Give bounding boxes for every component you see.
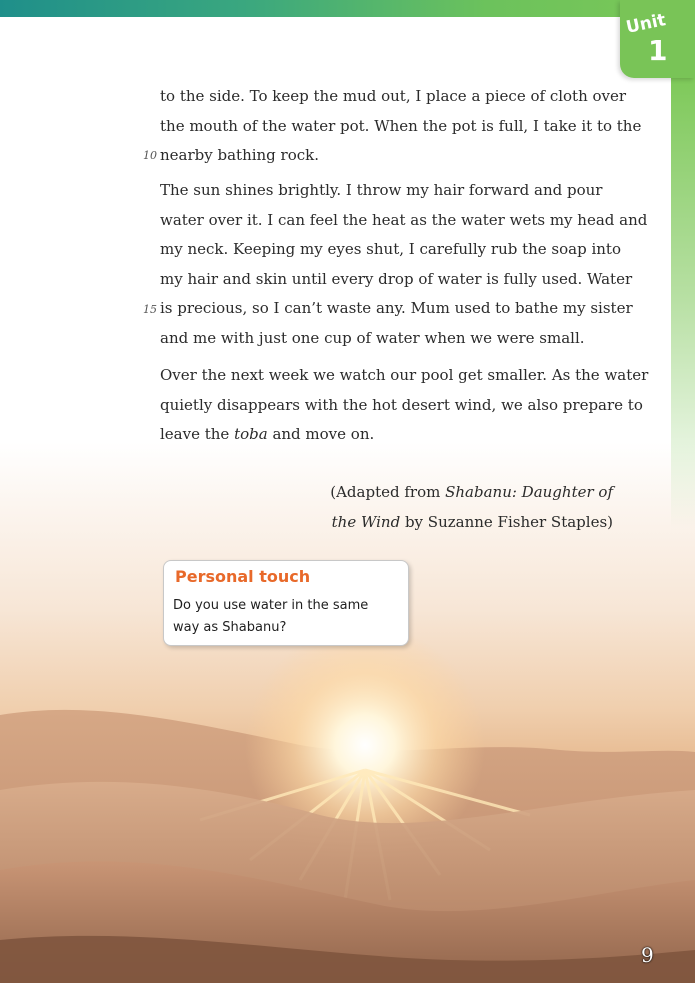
text-line: nearby bathing rock. <box>160 146 320 164</box>
text-line: the mouth of the water pot. When the pot is full, I take it to the <box>160 116 642 135</box>
book-title-part-1: Shabanu: Daughter of <box>445 483 613 501</box>
text-line: water over it. I can feel the heat as the water wets my head and <box>160 210 648 229</box>
personal-touch-title: Personal touch <box>175 567 311 586</box>
book-title-part-2: the Wind <box>331 512 401 531</box>
text-line: quietly disappears with the hot desert wind, we also prepare to <box>160 395 643 414</box>
personal-touch-card <box>163 560 409 646</box>
source-line-2 <box>330 508 613 538</box>
source-attribution <box>330 478 613 537</box>
text-line: to the side. To keep the mud out, I place a piece of cloth over <box>160 87 627 105</box>
question-line: Do you use water in the same <box>173 598 369 613</box>
unit-label: Unit <box>624 10 668 38</box>
line-number-15: 15 <box>143 303 157 316</box>
paragraph-3 <box>160 361 649 450</box>
paragraph-1 <box>160 82 642 171</box>
text-line: my neck. Keeping my eyes shut, I carefully rub the soap into <box>160 240 621 258</box>
text-fragment: by Suzanne Fisher Staples) <box>400 512 613 531</box>
text-line: The sun shines brightly. I throw my hair forward and pour <box>160 181 603 199</box>
page-number: 9 <box>641 943 654 967</box>
personal-touch-question <box>173 595 398 639</box>
source-line-1 <box>330 478 613 508</box>
text-fragment: (Adapted from <box>330 483 446 501</box>
right-color-band <box>671 70 695 530</box>
top-color-bar <box>0 0 695 17</box>
line-number-10: 10 <box>143 149 157 162</box>
text-line <box>160 420 620 450</box>
text-fragment: leave the <box>160 425 235 443</box>
unit-number: 1 <box>648 34 668 67</box>
text-line: and me with just one cup of water when we were small. <box>160 328 585 347</box>
text-line: my hair and skin until every drop of water is fully used. Water <box>160 269 633 288</box>
question-line: way as Shabanu? <box>173 620 287 635</box>
text-line: Over the next week we watch our pool get smaller. As the water <box>160 366 649 384</box>
text-fragment: and move on. <box>267 425 375 443</box>
italic-word-toba: toba <box>234 425 268 443</box>
text-line: is precious, so I can’t waste any. Mum used to bathe my sister <box>160 299 633 317</box>
paragraph-2 <box>160 176 648 353</box>
